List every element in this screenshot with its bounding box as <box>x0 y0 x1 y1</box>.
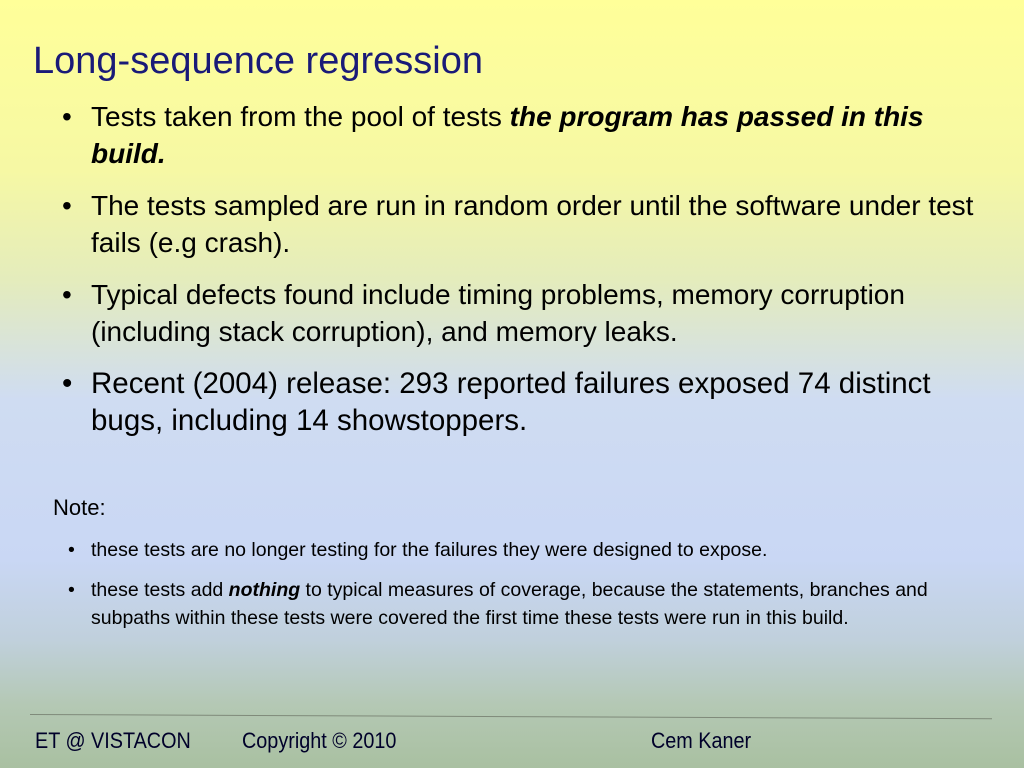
bullet-dot: • <box>62 367 73 400</box>
footer-divider <box>30 714 992 719</box>
slide-title: Long-sequence regression <box>33 40 483 82</box>
bullet-text: The tests sampled are run in random order until the software under test fails (e.g crash). <box>91 190 974 258</box>
bullet-dot: • <box>62 279 72 310</box>
bullet-dot: • <box>62 190 72 221</box>
note-text: these tests add <box>91 579 229 601</box>
bullet-item <box>62 187 982 261</box>
bullet-text: Typical defects found include timing problems, memory corruption (including stack corruption), and memory leaks. <box>91 279 905 347</box>
note-text: these tests are no longer testing for the failures they were designed to expose. <box>91 539 768 561</box>
footer-author: Cem Kaner <box>651 728 752 753</box>
note-text: to typical measures of coverage, because the statements, branches and subpaths within these tests were covered the first time these tests were run in this build. <box>91 579 928 629</box>
note-item <box>68 536 968 564</box>
bullet-dot: • <box>68 579 75 601</box>
bullet-emphasis: the program has passed in this build. <box>91 101 924 169</box>
note-item <box>68 576 968 632</box>
footer-copyright: Copyright © 2010 <box>242 728 397 753</box>
bullet-item <box>62 276 982 350</box>
note-emphasis: nothing <box>228 579 301 601</box>
note-list <box>68 536 968 644</box>
note-heading: Note: <box>53 495 106 520</box>
footer-event: ET @ VISTACON <box>35 728 191 753</box>
bullet-text: Recent (2004) release: 293 reported failures exposed 74 distinct bugs, including 14 showstoppers. <box>91 367 931 437</box>
bullet-dot: • <box>68 539 75 561</box>
bullet-dot: • <box>62 101 72 132</box>
bullet-item <box>62 98 982 172</box>
bullet-text: Tests taken from the pool of tests <box>91 101 510 132</box>
bullet-item <box>62 365 982 439</box>
main-bullet-list <box>62 98 982 454</box>
